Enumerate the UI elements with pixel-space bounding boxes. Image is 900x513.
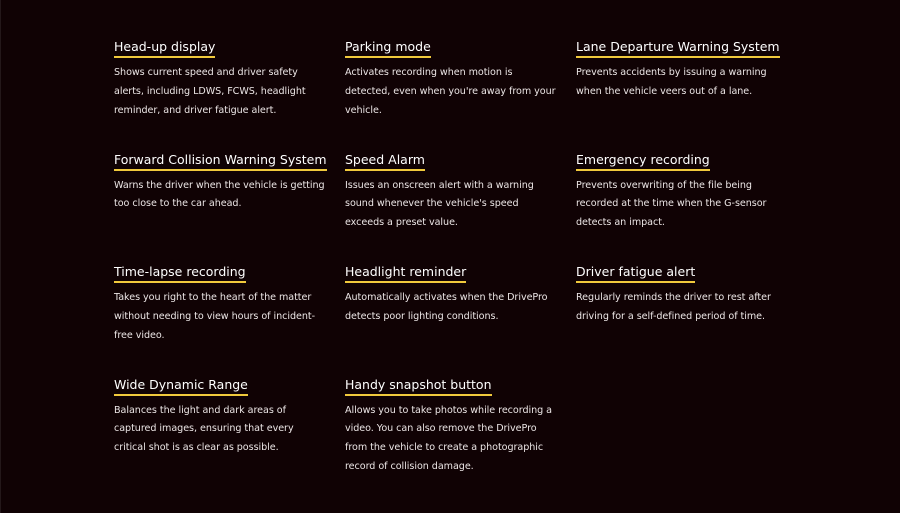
feature-forward-collision-warning bbox=[114, 149, 345, 262]
feature-time-lapse-recording bbox=[114, 261, 345, 374]
feature-description: Issues an onscreen alert with a warning sound whenever the vehicle's speed exceeds a preset value. bbox=[345, 179, 534, 229]
feature-description: Regularly reminds the driver to rest after driving for a self-defined period of time. bbox=[576, 292, 771, 322]
feature-title[interactable]: Headlight reminder bbox=[345, 264, 466, 283]
feature-emergency-recording bbox=[576, 149, 794, 262]
feature-title[interactable]: Driver fatigue alert bbox=[576, 264, 695, 283]
feature-title[interactable]: Parking mode bbox=[345, 39, 431, 58]
feature-lane-departure-warning bbox=[576, 36, 794, 149]
feature-headlight-reminder bbox=[345, 261, 576, 374]
feature-title[interactable]: Wide Dynamic Range bbox=[114, 377, 248, 396]
feature-description: Warns the driver when the vehicle is getting too close to the car ahead. bbox=[114, 179, 325, 210]
feature-title[interactable]: Emergency recording bbox=[576, 152, 710, 171]
feature-handy-snapshot-button bbox=[345, 374, 576, 487]
feature-driver-fatigue-alert bbox=[576, 261, 794, 374]
feature-title[interactable]: Speed Alarm bbox=[345, 152, 425, 171]
feature-parking-mode bbox=[345, 36, 576, 149]
feature-description: Prevents accidents by issuing a warning when the vehicle veers out of a lane. bbox=[576, 67, 767, 97]
feature-description: Shows current speed and driver safety alerts, including LDWS, FCWS, headlight reminder, and driver fatigue alert. bbox=[114, 67, 306, 116]
feature-wide-dynamic-range bbox=[114, 374, 345, 487]
feature-description: Balances the light and dark areas of captured images, ensuring that every critical shot is as clear as possible. bbox=[114, 404, 294, 454]
feature-grid bbox=[114, 36, 794, 486]
feature-description: Takes you right to the heart of the matter without needing to view hours of incident-free video. bbox=[114, 292, 315, 341]
feature-description: Prevents overwriting of the file being recorded at the time when the G-sensor detects an impact. bbox=[576, 179, 767, 229]
feature-title[interactable]: Forward Collision Warning System bbox=[114, 152, 327, 171]
feature-title[interactable]: Head-up display bbox=[114, 39, 215, 58]
feature-description: Activates recording when motion is detected, even when you're away from your vehicle. bbox=[345, 67, 556, 116]
feature-title[interactable]: Lane Departure Warning System bbox=[576, 39, 780, 58]
feature-head-up-display bbox=[114, 36, 345, 149]
feature-description: Allows you to take photos while recording a video. You can also remove the DrivePro from the vehicle to create a photographic record of collision damage. bbox=[345, 404, 553, 472]
feature-title[interactable]: Time-lapse recording bbox=[114, 264, 246, 283]
feature-title[interactable]: Handy snapshot button bbox=[345, 377, 492, 396]
feature-description: Automatically activates when the DrivePro detects poor lighting conditions. bbox=[345, 292, 548, 322]
feature-speed-alarm bbox=[345, 149, 576, 262]
